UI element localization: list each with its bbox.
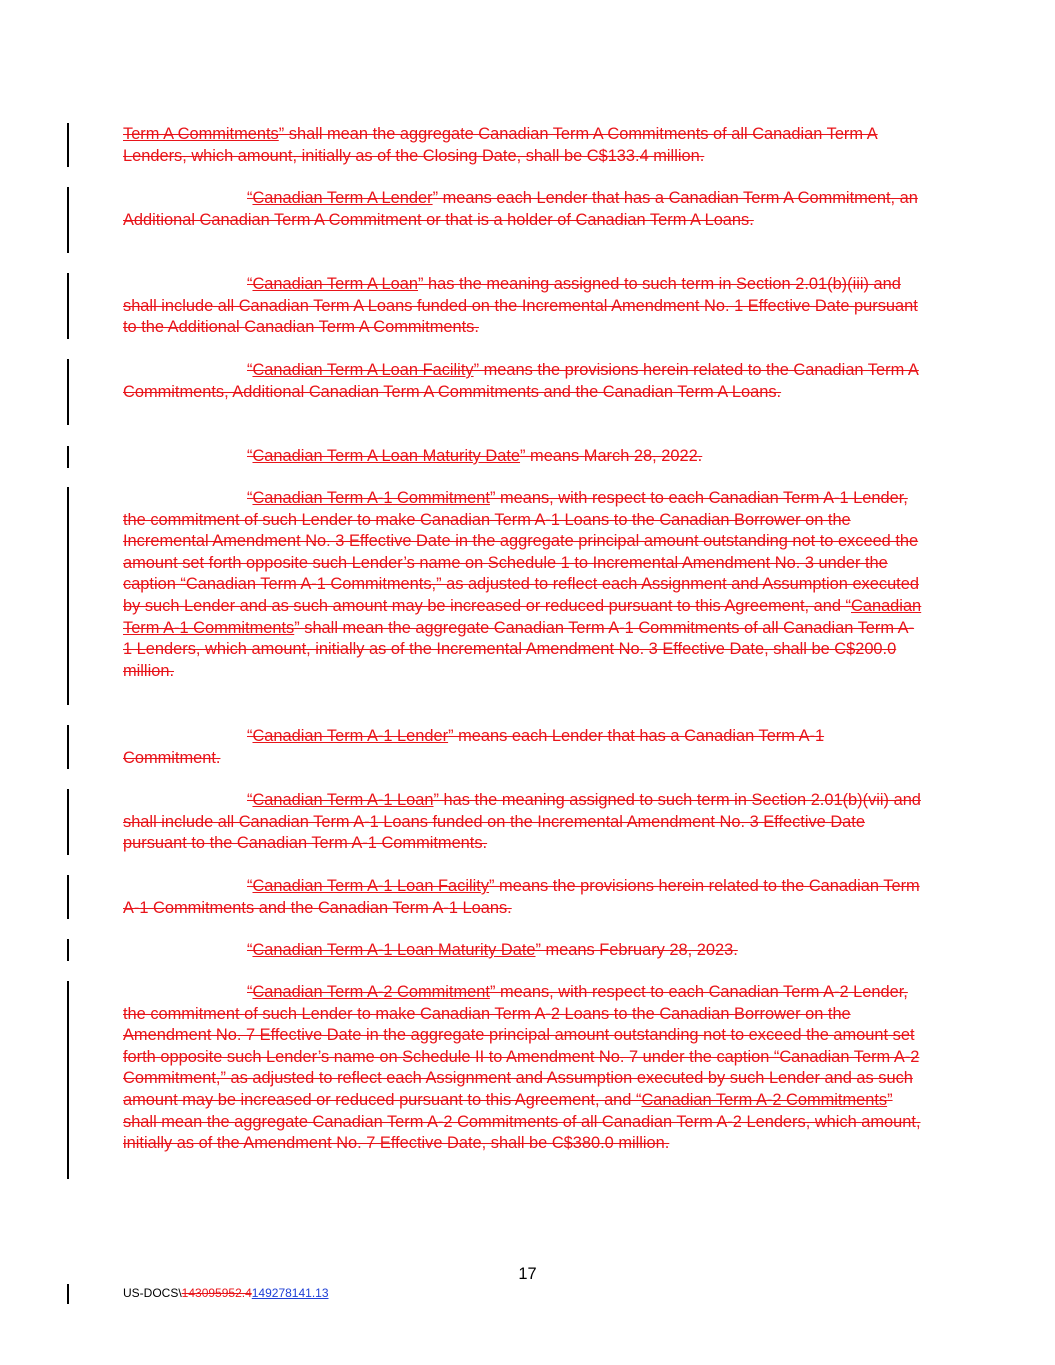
definition-text: “	[247, 983, 253, 1001]
definition-text: “	[247, 489, 253, 507]
change-bar	[67, 487, 69, 705]
definition-text: “	[247, 791, 253, 809]
definition-paragraph	[123, 940, 923, 962]
definition-paragraph	[123, 188, 923, 231]
change-bar	[67, 359, 69, 425]
change-bar	[67, 187, 69, 253]
defined-term: Canadian Term A Lender	[252, 189, 433, 207]
document-id-footer	[123, 1286, 329, 1300]
definition-paragraph	[123, 446, 923, 468]
defined-term: Canadian Term A-1 Loan	[252, 791, 434, 809]
definition-text: “	[247, 727, 253, 745]
definition-text: ” means March 28, 2022.	[520, 447, 703, 465]
defined-term: Canadian Term A Loan	[252, 275, 419, 293]
definition-paragraph	[123, 982, 923, 1155]
definition-text: ” shall mean the aggregate Canadian Term A-1 Commitments of all Canadian Term A-1 Lenders, which amount, initially as of the Incremental Amendment No. 3 Effective Date, shall be C$200.0 million.	[123, 618, 915, 680]
defined-term: Canadian Term A Loan Maturity Date	[252, 447, 521, 465]
definition-text: ” means, with respect to each Canadian Term A-2 Lender, the commitment of such Lender to make Canadian Term A-2 Loans to the Canadian Borrower on the Amendment No. 7 Effective Date in the aggregate principal amount outstanding not to exceed the amount set forth opposite such Lender’s name on Schedule II to Amendment No. 7 under the caption “Canadian Term A-2 Commitment,” as adjusted to reflect each Assignment and Assumption executed by such Lender and as such amount may be increased or reduced pursuant to this Agreement, and “	[123, 983, 920, 1109]
definition-paragraph	[123, 726, 923, 769]
change-bar	[67, 446, 69, 468]
defined-term: Canadian Term A-2 Commitment	[252, 983, 490, 1001]
definition-text: “	[247, 877, 253, 895]
definition-paragraph	[123, 124, 923, 167]
definition-text: ” means, with respect to each Canadian Term A-1 Lender, the commitment of such Lender to make Canadian Term A-1 Loans to the Canadian Borrower on the Incremental Amendment No. 3 Effective Date in the aggregate principal amount outstanding not to exceed the amount set forth opposite such Lender’s name on Schedule 1 to Incremental Amendment No. 3 under the caption “Canadian Term A-1 Commitments,” as adjusted to reflect each Assignment and Assumption executed by such Lender and as such amount may be increased or reduced pursuant to this Agreement, and “	[123, 489, 919, 615]
footer-inserted-id[interactable]: 149278141.13	[251, 1286, 329, 1300]
change-bar	[67, 273, 69, 339]
definition-paragraph	[123, 488, 923, 682]
definition-text: ” shall mean the aggregate Canadian Term A Commitments of all Canadian Term A Lenders, which amount, initially as of the Closing Date, shall be C$133.4 million.	[123, 125, 878, 165]
defined-term: Canadian Term A-1 Lender	[252, 727, 449, 745]
definition-paragraph	[123, 876, 923, 919]
footer-prefix: US-DOCS\	[123, 1286, 182, 1300]
change-bar	[67, 789, 69, 855]
defined-term: Canadian Term A Loan Facility	[252, 361, 474, 379]
definition-paragraph	[123, 360, 923, 403]
definition-text: “	[247, 189, 253, 207]
definition-text: ” means the provisions herein related to the Canadian Term A-1 Commitments and the Canadian Term A-1 Loans.	[123, 877, 920, 917]
defined-term: Canadian Term A-1 Loan Facility	[252, 877, 490, 895]
definition-paragraph	[123, 274, 923, 339]
footer-deleted-id: 143095952.4	[181, 1286, 252, 1300]
definition-text: “	[247, 447, 253, 465]
definition-paragraph	[123, 790, 923, 855]
change-bar	[67, 725, 69, 769]
change-bar	[67, 981, 69, 1179]
change-bar	[67, 875, 69, 919]
definition-text: ” means February 28, 2023.	[535, 941, 738, 959]
change-bar	[67, 939, 69, 961]
definition-text: ” shall mean the aggregate Canadian Term A-2 Commitments of all Canadian Term A-2 Lenders, which amount, initially as of the Amendment No. 7 Effective Date, shall be C$380.0 million.	[123, 1090, 921, 1153]
definition-text: ” has the meaning assigned to such term in Section 2.01(b)(vii) and shall include all Canadian Term A-1 Loans funded on the Incremental Amendment No. 3 Effective Date pursuant to the Canadian Term A-1 Commitments.	[123, 791, 921, 853]
definition-text: ” means each Lender that has a Canadian Term A-1 Commitment.	[123, 727, 825, 767]
definition-text: “	[247, 275, 253, 293]
definition-text: “	[247, 361, 253, 379]
defined-term: Canadian Term A-1 Commitment	[252, 489, 490, 507]
defined-term: Canadian Term A-1 Commitments	[123, 596, 922, 637]
definition-text: ” means each Lender that has a Canadian Term A Commitment, an Additional Canadian Term A Commitment or that is a holder of Canadian Term A Loans.	[123, 189, 918, 229]
defined-term: Canadian Term A-2 Commitments	[641, 1090, 888, 1109]
defined-term: Canadian Term A-1 Loan Maturity Date	[252, 941, 536, 959]
page-number: 17	[518, 1265, 537, 1283]
definition-text: “	[247, 941, 253, 959]
change-bar	[67, 123, 69, 167]
definition-text: ” has the meaning assigned to such term in Section 2.01(b)(iii) and shall include all Canadian Term A Loans funded on the Incremental Amendment No. 1 Effective Date pursuant to the Additional Canadian Term A Commitments.	[123, 275, 918, 337]
defined-term: Term A Commitments	[123, 125, 279, 143]
definition-text: ” means the provisions herein related to the Canadian Term A Commitments, Additional Canadian Term A Commitments and the Canadian Term A Loans.	[123, 361, 919, 401]
change-bar	[67, 1284, 69, 1304]
